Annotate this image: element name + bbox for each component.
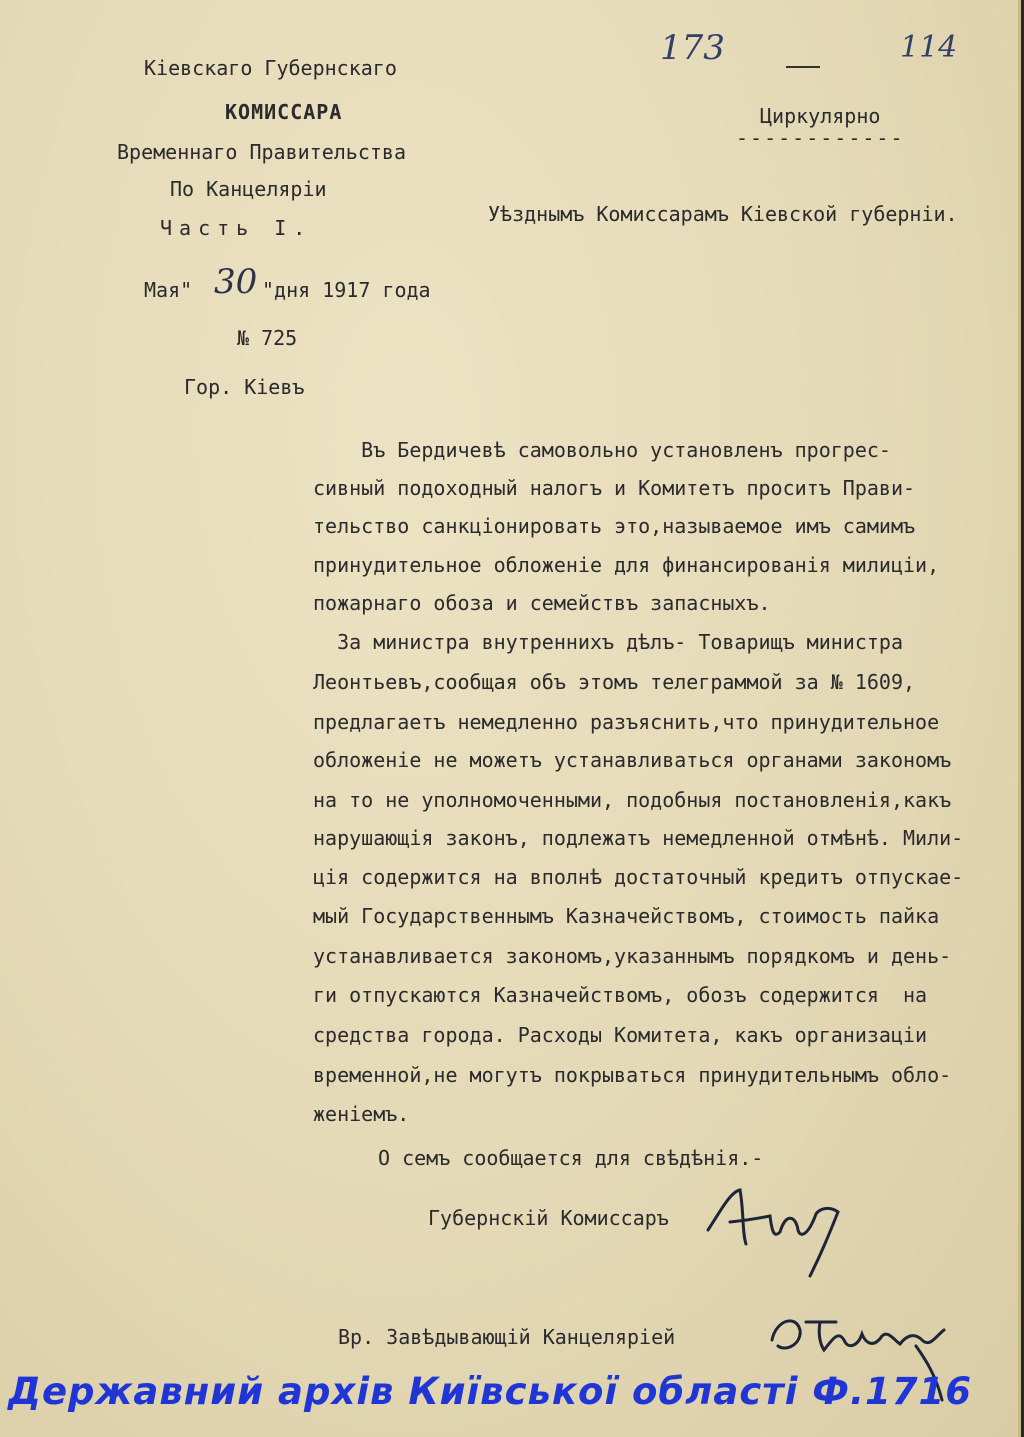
body-line: женіемъ. (313, 1102, 410, 1126)
body-line: предлагаетъ немедленно разъяснить,что принудительное (313, 710, 940, 734)
body-line: тельство санкціонировать это,называемое имъ самимъ (313, 514, 916, 538)
body-line: Леонтьевъ,сообщая объ этомъ телеграммой за № 1609, (313, 670, 916, 694)
body-line: Въ Бердичевѣ самовольно установленъ прогрес- (313, 438, 891, 462)
date-rest: "дня 1917 года (262, 278, 431, 302)
header-part: Часть I. (160, 216, 313, 240)
body-line: нарушающія законъ, подлежатъ немедленной отмѣнѣ. Мили- (313, 826, 964, 850)
date-month: Мая" (144, 278, 193, 302)
body-line: на то не уполномоченными, подобныя постановленія,какъ (313, 788, 952, 812)
circular-label: Циркулярно (760, 104, 881, 128)
header-line-1: Кіевскаго Губернскаго (144, 56, 397, 80)
city: Гор. Кіевъ (184, 375, 305, 399)
body-line: средства города. Расходы Комитета, какъ организаціи (313, 1023, 928, 1047)
dash-mark (786, 66, 820, 68)
date-day-handwritten: 30 (214, 262, 258, 302)
chancellery-title: Вр. Завѣдывающій Канцеляріей (338, 1325, 676, 1349)
archive-watermark: Державний архів Київської області Ф.1716 (8, 1370, 973, 1413)
closing-line: О семъ сообщается для свѣдѣнія.- (378, 1146, 764, 1170)
body-line: обложеніе не можетъ устанавливаться органами закономъ (313, 748, 952, 772)
body-line: принудительное обложеніе для финансированія милиціи, (313, 553, 940, 577)
body-line: устанавливается закономъ,указаннымъ порядкомъ и день- (313, 944, 952, 968)
document-number: № 725 (237, 326, 298, 350)
body-line: мый Государственнымъ Казначействомъ, стоимость пайка (313, 904, 940, 928)
signature-handwritten (700, 1172, 860, 1282)
header-line-3: Временнаго Правительства (117, 140, 406, 164)
header-line-4: По Канцеляріи (170, 177, 327, 201)
body-line: временной,не могутъ покрываться принудительнымъ обло- (313, 1063, 952, 1087)
addressee: Уѣзднымъ Комиссарамъ Кіевской губерніи. (488, 202, 958, 226)
body-line: За министра внутреннихъ дѣлъ- Товарищъ министра (313, 630, 904, 654)
body-line: сивный подоходный налогъ и Комитетъ проситъ Прави- (313, 476, 916, 500)
archive-mark-2: 114 (900, 30, 958, 65)
circular-underline: ------------ (736, 126, 905, 150)
body-line: ція содержится на вполнѣ достаточный кредитъ отпускае- (313, 865, 964, 889)
signatory-title: Губернскій Комиссаръ (428, 1206, 669, 1230)
header-title: КОМИССАРА (225, 100, 343, 124)
archive-mark-1: 173 (660, 28, 725, 68)
body-line: пожарнаго обоза и семействъ запасныхъ. (313, 591, 771, 615)
body-line: ги отпускаются Казначействомъ, обозъ содержится на (313, 983, 928, 1007)
